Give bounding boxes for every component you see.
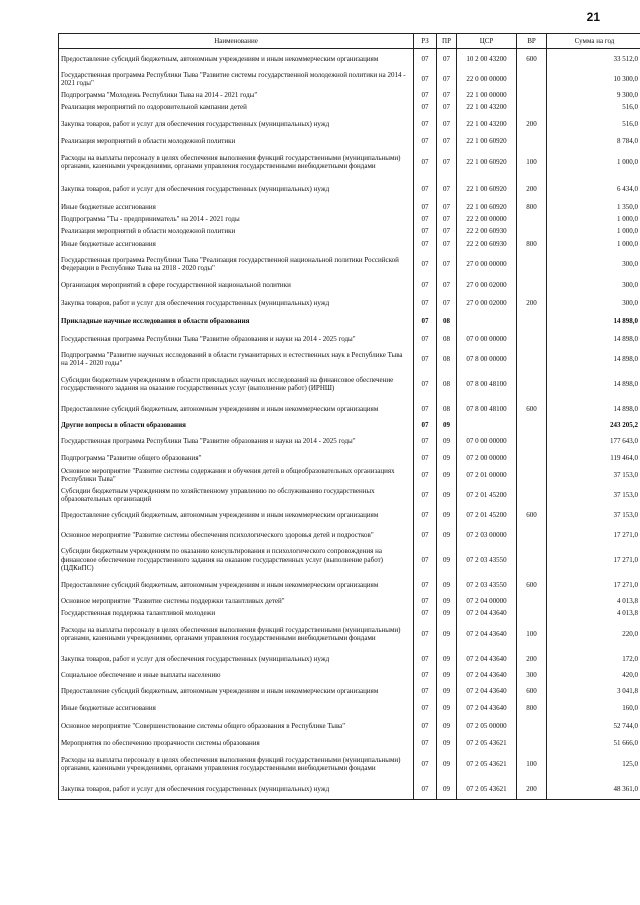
row-name: Предоставление субсидий бюджетным, автономным учреждениям и иным некоммерческим организациям (59, 399, 414, 419)
header-rz: РЗ (414, 34, 437, 49)
row-csr: 07 2 01 45200 (457, 485, 517, 505)
row-rz: 07 (414, 399, 437, 419)
row-csr: 22 1 00 60920 (457, 201, 517, 213)
row-sum: 51 666,0 (547, 737, 640, 749)
row-sum: 17 271,0 (547, 575, 640, 595)
row-name: Закупка товаров, работ и услуг для обеспечения государственных (муниципальных) нужд (59, 779, 414, 800)
row-pr: 09 (437, 595, 457, 607)
row-pr: 09 (437, 737, 457, 749)
row-name: Другие вопросы в области образования (59, 419, 414, 431)
row-rz: 07 (414, 701, 437, 715)
row-pr: 09 (437, 749, 457, 779)
table-row (59, 101, 640, 113)
header-pr: ПР (437, 34, 457, 49)
row-sum: 10 300,0 (547, 69, 640, 89)
row-pr: 09 (437, 485, 457, 505)
row-vr: 800 (517, 701, 547, 715)
row-name: Предоставление субсидий бюджетным, автономным учреждениям и иным некоммерческим организациям (59, 575, 414, 595)
row-vr: 600 (517, 505, 547, 525)
row-pr: 07 (437, 201, 457, 213)
table-row (59, 525, 640, 545)
table-row (59, 575, 640, 595)
budget-table (58, 33, 640, 800)
row-vr (517, 715, 547, 737)
row-name: Реализация мероприятий по оздоровительной кампании детей (59, 101, 414, 113)
row-pr: 09 (437, 505, 457, 525)
row-csr: 07 0 00 00000 (457, 329, 517, 349)
row-vr (517, 89, 547, 101)
row-vr (517, 737, 547, 749)
row-name: Расходы на выплаты персоналу в целях обеспечения выполнения функций государственными (муниципальными) органами, казенными учреждениями, органами управления государственными внебюджетными фондами (59, 147, 414, 177)
row-rz: 07 (414, 237, 437, 251)
row-vr (517, 69, 547, 89)
table-row (59, 669, 640, 681)
row-vr (517, 525, 547, 545)
page-number: 21 (586, 10, 600, 24)
row-sum: 4 013,8 (547, 595, 640, 607)
row-vr (517, 485, 547, 505)
row-pr: 07 (437, 293, 457, 313)
row-pr: 07 (437, 49, 457, 70)
row-vr: 100 (517, 147, 547, 177)
row-sum: 52 744,0 (547, 715, 640, 737)
row-csr: 27 0 00 02000 (457, 277, 517, 293)
row-name: Субсидии бюджетным учреждениям в области прикладных научных исследований на финансовое обеспечение государственного задания на оказание государственных услуг (выполнение работ) (ИРНШ) (59, 369, 414, 399)
row-rz: 07 (414, 451, 437, 465)
row-rz: 07 (414, 49, 437, 70)
row-csr: 22 2 00 60930 (457, 237, 517, 251)
row-pr: 09 (437, 701, 457, 715)
row-rz: 07 (414, 505, 437, 525)
row-pr: 09 (437, 715, 457, 737)
table-row (59, 313, 640, 329)
row-sum: 1 000,0 (547, 147, 640, 177)
row-rz: 07 (414, 147, 437, 177)
row-name: Основное мероприятие "Совершенствование системы общего образования в Республике Тыва" (59, 715, 414, 737)
row-pr: 07 (437, 237, 457, 251)
row-vr (517, 101, 547, 113)
row-vr (517, 465, 547, 485)
row-rz: 07 (414, 737, 437, 749)
row-csr: 07 8 00 48100 (457, 369, 517, 399)
row-vr: 600 (517, 49, 547, 70)
row-vr (517, 213, 547, 225)
row-csr: 07 2 04 43640 (457, 701, 517, 715)
table-row (59, 451, 640, 465)
row-name: Расходы на выплаты персоналу в целях обеспечения выполнения функций государственными (муниципальными) органами, казенными учреждениями, органами управления государственными внебюджетными фондами (59, 749, 414, 779)
row-csr: 07 2 04 43640 (457, 681, 517, 701)
row-csr (457, 313, 517, 329)
table-row (59, 329, 640, 349)
header-sum: Сумма на год (547, 34, 640, 49)
table-row (59, 619, 640, 649)
row-sum: 119 464,0 (547, 451, 640, 465)
row-rz: 07 (414, 431, 437, 451)
table-row (59, 213, 640, 225)
header-vr: ВР (517, 34, 547, 49)
row-pr: 09 (437, 575, 457, 595)
row-name: Прикладные научные исследования в области образования (59, 313, 414, 329)
row-csr: 07 2 05 43621 (457, 749, 517, 779)
row-name: Основное мероприятие "Развитие системы обеспечения психологического здоровья детей и подростков" (59, 525, 414, 545)
row-csr: 22 1 00 60920 (457, 147, 517, 177)
table-row (59, 465, 640, 485)
row-name: Организация мероприятий в сфере государственной национальной политики (59, 277, 414, 293)
table-row (59, 505, 640, 525)
row-pr: 09 (437, 451, 457, 465)
row-sum: 4 013,8 (547, 607, 640, 619)
row-name: Предоставление субсидий бюджетным, автономным учреждениям и иным некоммерческим организациям (59, 681, 414, 701)
row-rz: 07 (414, 313, 437, 329)
row-pr: 08 (437, 349, 457, 369)
row-csr: 27 0 00 00000 (457, 251, 517, 277)
row-sum: 3 041,8 (547, 681, 640, 701)
row-vr (517, 431, 547, 451)
table-header-row (59, 34, 640, 49)
row-vr: 200 (517, 113, 547, 135)
row-name: Предоставление субсидий бюджетным, автономным учреждениям и иным некоммерческим организациям (59, 505, 414, 525)
row-rz: 07 (414, 595, 437, 607)
row-sum: 33 512,0 (547, 49, 640, 70)
row-sum: 9 300,0 (547, 89, 640, 101)
row-name: Расходы на выплаты персоналу в целях обеспечения выполнения функций государственными (муниципальными) органами, казенными учреждениями, органами управления государственными внебюджетными фондами (59, 619, 414, 649)
row-csr: 07 2 04 43640 (457, 649, 517, 669)
row-name: Государственная поддержка талантливой молодежи (59, 607, 414, 619)
table-row (59, 715, 640, 737)
table-row (59, 399, 640, 419)
row-vr: 100 (517, 619, 547, 649)
row-name: Субсидии бюджетным учреждениям по хозяйственному управлению по обслуживанию государственных образовательных организаций (59, 485, 414, 505)
row-rz: 07 (414, 225, 437, 237)
row-pr: 08 (437, 329, 457, 349)
row-name: Иные бюджетные ассигнования (59, 237, 414, 251)
row-sum: 160,0 (547, 701, 640, 715)
row-csr: 22 2 00 00000 (457, 213, 517, 225)
table-body (59, 49, 640, 800)
row-name: Закупка товаров, работ и услуг для обеспечения государственных (муниципальных) нужд (59, 293, 414, 313)
row-csr: 07 2 05 43621 (457, 779, 517, 800)
row-rz: 07 (414, 101, 437, 113)
row-pr: 07 (437, 251, 457, 277)
row-pr: 09 (437, 545, 457, 575)
table-row (59, 485, 640, 505)
row-csr: 07 2 03 43550 (457, 545, 517, 575)
table-row (59, 369, 640, 399)
row-csr: 07 2 04 43640 (457, 619, 517, 649)
row-name: Основное мероприятие "Развитие системы поддержки талантливых детей" (59, 595, 414, 607)
row-pr: 08 (437, 399, 457, 419)
row-pr: 09 (437, 619, 457, 649)
row-vr: 800 (517, 237, 547, 251)
row-sum: 300,0 (547, 293, 640, 313)
row-pr: 07 (437, 277, 457, 293)
row-sum: 172,0 (547, 649, 640, 669)
row-sum: 516,0 (547, 101, 640, 113)
row-pr: 09 (437, 681, 457, 701)
row-sum: 177 643,0 (547, 431, 640, 451)
table-row (59, 649, 640, 669)
row-pr: 07 (437, 213, 457, 225)
row-csr: 22 1 00 43200 (457, 101, 517, 113)
row-vr: 200 (517, 293, 547, 313)
row-csr: 07 2 04 00000 (457, 595, 517, 607)
row-rz: 07 (414, 649, 437, 669)
row-csr: 07 2 04 43640 (457, 607, 517, 619)
row-pr: 08 (437, 313, 457, 329)
row-pr: 09 (437, 669, 457, 681)
row-sum: 1 000,0 (547, 237, 640, 251)
table-row (59, 277, 640, 293)
row-vr: 600 (517, 399, 547, 419)
row-vr (517, 329, 547, 349)
row-pr: 07 (437, 101, 457, 113)
row-sum: 8 784,0 (547, 135, 640, 147)
row-rz: 07 (414, 277, 437, 293)
row-pr: 07 (437, 135, 457, 147)
row-name: Государственная программа Республики Тыва "Развитие образования и науки на 2014 - 2025 годы" (59, 329, 414, 349)
row-csr: 07 2 03 43550 (457, 575, 517, 595)
row-rz: 07 (414, 201, 437, 213)
row-csr: 07 2 05 00000 (457, 715, 517, 737)
row-pr: 09 (437, 465, 457, 485)
row-rz: 07 (414, 525, 437, 545)
row-rz: 07 (414, 715, 437, 737)
row-csr: 07 2 01 00000 (457, 465, 517, 485)
row-name: Подпрограмма "Развитие научных исследований в области гуманитарных и естественных наук в Республике Тыва на 2014 - 2020 годы" (59, 349, 414, 369)
table-row (59, 225, 640, 237)
row-pr: 09 (437, 419, 457, 431)
row-name: Социальное обеспечение и иные выплаты населению (59, 669, 414, 681)
row-name: Субсидии бюджетным учреждениям по оказанию консультирования и психологического сопровождения на финансовое обеспечение государственного задания на оказание государственных услуг (выполнение работ) (ЦДКиПС) (59, 545, 414, 575)
row-pr: 07 (437, 147, 457, 177)
row-name: Мероприятия по обеспечению прозрачности системы образования (59, 737, 414, 749)
row-rz: 07 (414, 779, 437, 800)
row-csr: 07 2 03 00000 (457, 525, 517, 545)
row-vr: 100 (517, 749, 547, 779)
row-pr: 09 (437, 525, 457, 545)
table-row (59, 749, 640, 779)
row-vr: 600 (517, 681, 547, 701)
row-sum: 6 434,0 (547, 177, 640, 201)
row-csr: 10 2 00 43200 (457, 49, 517, 70)
header-name: Наименование (59, 34, 414, 49)
table-row (59, 681, 640, 701)
row-csr (457, 419, 517, 431)
header-csr: ЦСР (457, 34, 517, 49)
row-name: Реализация мероприятий в области молодежной политики (59, 225, 414, 237)
row-vr: 600 (517, 575, 547, 595)
row-sum: 300,0 (547, 277, 640, 293)
row-vr: 200 (517, 177, 547, 201)
table-row (59, 419, 640, 431)
row-sum: 1 000,0 (547, 225, 640, 237)
row-sum: 1 350,0 (547, 201, 640, 213)
row-csr: 22 1 00 60920 (457, 135, 517, 147)
row-pr: 09 (437, 607, 457, 619)
table-row (59, 113, 640, 135)
table-row (59, 89, 640, 101)
row-csr: 07 8 00 48100 (457, 399, 517, 419)
row-name: Подпрограмма "Молодежь Республики Тыва на 2014 - 2021 годы" (59, 89, 414, 101)
row-rz: 07 (414, 575, 437, 595)
table-row (59, 177, 640, 201)
row-rz: 07 (414, 329, 437, 349)
row-vr (517, 135, 547, 147)
row-rz: 07 (414, 485, 437, 505)
table-row (59, 545, 640, 575)
row-csr: 27 0 00 02000 (457, 293, 517, 313)
row-vr (517, 451, 547, 465)
row-pr: 07 (437, 177, 457, 201)
row-vr (517, 595, 547, 607)
row-name: Иные бюджетные ассигнования (59, 701, 414, 715)
row-rz: 07 (414, 681, 437, 701)
row-csr: 22 1 00 43200 (457, 113, 517, 135)
row-pr: 07 (437, 113, 457, 135)
row-sum: 14 898,0 (547, 329, 640, 349)
row-sum: 243 205,2 (547, 419, 640, 431)
row-pr: 08 (437, 369, 457, 399)
row-sum: 420,0 (547, 669, 640, 681)
row-csr: 07 0 00 00000 (457, 431, 517, 451)
row-sum: 220,0 (547, 619, 640, 649)
row-name: Закупка товаров, работ и услуг для обеспечения государственных (муниципальных) нужд (59, 113, 414, 135)
row-sum: 14 898,0 (547, 399, 640, 419)
row-rz: 07 (414, 69, 437, 89)
row-rz: 07 (414, 89, 437, 101)
row-name: Государственная программа Республики Тыва "Развитие образования и науки на 2014 - 2025 годы" (59, 431, 414, 451)
row-pr: 07 (437, 225, 457, 237)
row-rz: 07 (414, 177, 437, 201)
row-vr (517, 225, 547, 237)
table-row (59, 49, 640, 70)
row-vr (517, 419, 547, 431)
table-row (59, 431, 640, 451)
row-pr: 07 (437, 69, 457, 89)
row-rz: 07 (414, 349, 437, 369)
row-csr: 22 0 00 00000 (457, 69, 517, 89)
row-vr (517, 251, 547, 277)
row-sum: 17 271,0 (547, 545, 640, 575)
table-row (59, 349, 640, 369)
row-csr: 22 1 00 00000 (457, 89, 517, 101)
row-sum: 14 898,0 (547, 369, 640, 399)
row-rz: 07 (414, 545, 437, 575)
row-sum: 1 000,0 (547, 213, 640, 225)
row-name: Государственная программа Республики Тыва "Развитие системы государственной молодежной политики на 2014 - 2021 годы" (59, 69, 414, 89)
row-vr: 300 (517, 669, 547, 681)
row-vr (517, 313, 547, 329)
row-name: Предоставление субсидий бюджетным, автономным учреждениям и иным некоммерческим организациям (59, 49, 414, 70)
row-sum: 14 898,0 (547, 349, 640, 369)
table-row (59, 607, 640, 619)
row-pr: 09 (437, 779, 457, 800)
row-vr: 200 (517, 649, 547, 669)
row-rz: 07 (414, 419, 437, 431)
row-name: Подпрограмма "Ты - предприниматель" на 2014 - 2021 годы (59, 213, 414, 225)
table-row (59, 779, 640, 800)
row-name: Закупка товаров, работ и услуг для обеспечения государственных (муниципальных) нужд (59, 649, 414, 669)
row-sum: 37 153,0 (547, 485, 640, 505)
table-row (59, 69, 640, 89)
row-csr: 22 2 00 60930 (457, 225, 517, 237)
table-row (59, 737, 640, 749)
row-rz: 07 (414, 465, 437, 485)
row-sum: 37 153,0 (547, 465, 640, 485)
row-rz: 07 (414, 369, 437, 399)
row-vr (517, 277, 547, 293)
table-row (59, 135, 640, 147)
table-row (59, 237, 640, 251)
row-rz: 07 (414, 749, 437, 779)
row-name: Иные бюджетные ассигнования (59, 201, 414, 213)
row-csr: 07 2 05 43621 (457, 737, 517, 749)
row-vr: 200 (517, 779, 547, 800)
row-sum: 17 271,0 (547, 525, 640, 545)
row-name: Подпрограмма "Развитие общего образования" (59, 451, 414, 465)
row-csr: 07 8 00 00000 (457, 349, 517, 369)
table-row (59, 251, 640, 277)
table-row (59, 201, 640, 213)
row-vr (517, 607, 547, 619)
row-rz: 07 (414, 135, 437, 147)
row-pr: 07 (437, 89, 457, 101)
row-sum: 48 361,0 (547, 779, 640, 800)
row-vr (517, 369, 547, 399)
row-vr (517, 349, 547, 369)
table-row (59, 147, 640, 177)
row-sum: 125,0 (547, 749, 640, 779)
row-sum: 14 898,0 (547, 313, 640, 329)
row-csr: 07 2 01 45200 (457, 505, 517, 525)
row-name: Основное мероприятие "Развитие системы содержания и обучения детей в общеобразовательных организациях Республики Тыва" (59, 465, 414, 485)
row-rz: 07 (414, 669, 437, 681)
row-csr: 07 2 00 00000 (457, 451, 517, 465)
row-pr: 09 (437, 431, 457, 451)
row-vr (517, 545, 547, 575)
row-rz: 07 (414, 619, 437, 649)
row-vr: 800 (517, 201, 547, 213)
table-row (59, 293, 640, 313)
row-name: Государственная программа Республики Тыва "Реализация государственной национальной политики Российской Федерации в Республике Тыва на 2018 - 2020 годы" (59, 251, 414, 277)
row-sum: 516,0 (547, 113, 640, 135)
row-sum: 37 153,0 (547, 505, 640, 525)
row-csr: 07 2 04 43640 (457, 669, 517, 681)
row-rz: 07 (414, 607, 437, 619)
row-sum: 300,0 (547, 251, 640, 277)
row-rz: 07 (414, 213, 437, 225)
row-pr: 09 (437, 649, 457, 669)
row-rz: 07 (414, 251, 437, 277)
row-csr: 22 1 00 60920 (457, 177, 517, 201)
table-row (59, 701, 640, 715)
row-rz: 07 (414, 113, 437, 135)
row-rz: 07 (414, 293, 437, 313)
row-name: Закупка товаров, работ и услуг для обеспечения государственных (муниципальных) нужд (59, 177, 414, 201)
table-row (59, 595, 640, 607)
row-name: Реализация мероприятий в области молодежной политики (59, 135, 414, 147)
